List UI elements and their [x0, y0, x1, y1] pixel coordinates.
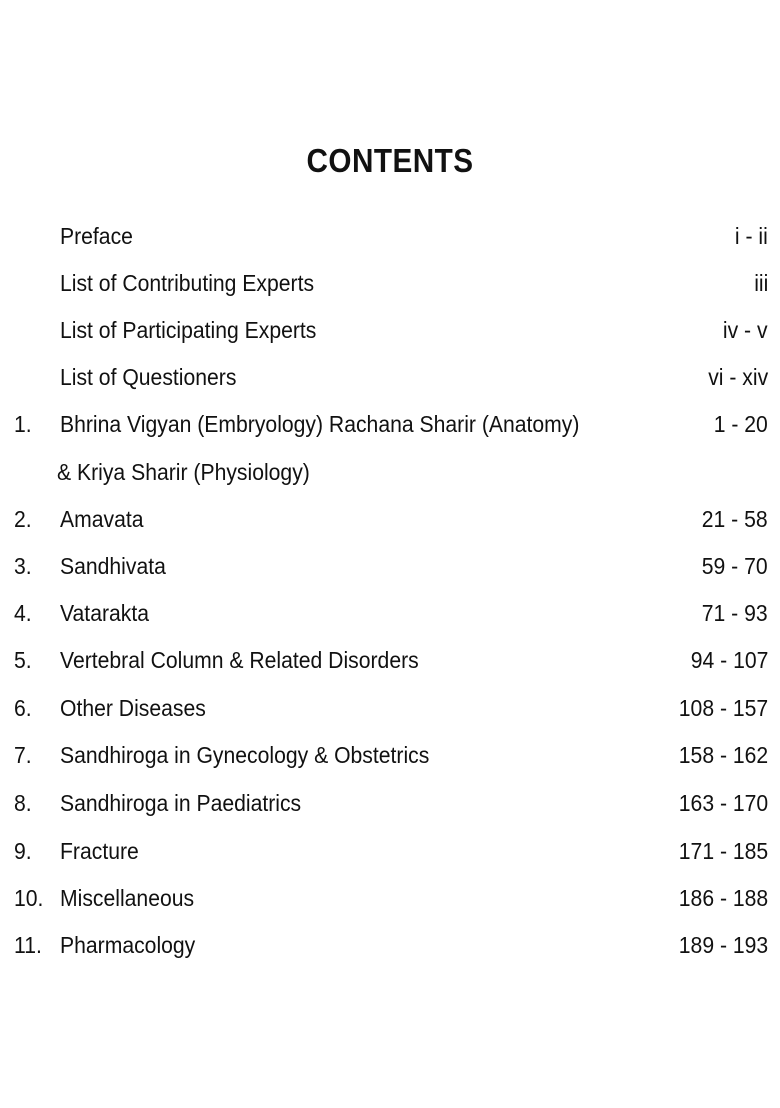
- toc-entry-title: Pharmacology: [60, 932, 196, 958]
- toc-entry-pages: iii: [753, 270, 768, 296]
- toc-entry-pages: 189 - 193: [678, 932, 768, 958]
- toc-entry-title: Other Diseases: [60, 695, 206, 721]
- toc-entry-pages: vi - xiv: [708, 364, 768, 390]
- toc-entry-number: 8.: [14, 790, 32, 816]
- toc-entry: [0, 361, 780, 393]
- toc-entry-pages: 1 - 20: [713, 411, 768, 437]
- toc-entry: [0, 692, 780, 724]
- toc-entry-number: 6.: [14, 695, 32, 721]
- toc-entry: [0, 597, 780, 629]
- toc-entry-pages: 186 - 188: [678, 885, 768, 911]
- toc-entry: [0, 267, 780, 299]
- toc-entry-pages: i - ii: [735, 223, 768, 249]
- toc-entry-number: 5.: [14, 647, 32, 673]
- toc-entry-title: Miscellaneous: [60, 885, 195, 911]
- toc-entry: [0, 739, 780, 771]
- toc-entry-title: Vatarakta: [60, 600, 150, 626]
- toc-entry-pages: 163 - 170: [678, 790, 768, 816]
- toc-entry-number: 2.: [14, 506, 32, 532]
- toc-entry-number: 1.: [14, 411, 32, 437]
- toc-entry-pages: 71 - 93: [702, 600, 768, 626]
- toc-entry: [0, 835, 780, 867]
- toc-entry: [0, 882, 780, 914]
- toc-entry-pages: 94 - 107: [690, 647, 768, 673]
- toc-entry: [0, 929, 780, 961]
- toc-entry-pages: 171 - 185: [678, 838, 768, 864]
- toc-entry: [0, 220, 780, 252]
- toc-entry: [0, 408, 780, 440]
- toc-entry: [0, 787, 780, 819]
- toc-entry-pages: 158 - 162: [678, 742, 768, 768]
- toc-entry-continuation: [0, 456, 780, 488]
- toc-entry-title: Vertebral Column & Related Disorders: [60, 647, 419, 673]
- toc-entry: [0, 550, 780, 582]
- toc-entry-number: 9.: [14, 838, 32, 864]
- toc-entry-number: 7.: [14, 742, 32, 768]
- toc-entry-number: 4.: [14, 600, 32, 626]
- toc-entry-pages: 59 - 70: [702, 553, 768, 579]
- toc-entry-number: 11.: [14, 932, 42, 958]
- toc-entry-pages: 21 - 58: [702, 506, 768, 532]
- toc-entry-title: Fracture: [60, 838, 139, 864]
- toc-entry: [0, 503, 780, 535]
- toc-entry: [0, 314, 780, 346]
- toc-entry-title-continued: & Kriya Sharir (Physiology): [57, 459, 310, 485]
- page-title: CONTENTS: [306, 142, 474, 179]
- toc-entry-title: List of Participating Experts: [60, 317, 317, 343]
- toc-entry-pages: 108 - 157: [678, 695, 768, 721]
- toc-entry-number: 3.: [14, 553, 32, 579]
- toc-entry: [0, 644, 780, 676]
- toc-entry-pages: iv - v: [723, 317, 768, 343]
- toc-entry-title: Sandhiroga in Gynecology & Obstetrics: [60, 742, 430, 768]
- toc-entry-title: Sandhiroga in Paediatrics: [60, 790, 302, 816]
- toc-entry-title: Bhrina Vigyan (Embryology) Rachana Sharir (Anatomy): [60, 411, 580, 437]
- toc-entry-title: Amavata: [60, 506, 144, 532]
- toc-entry-number: 10.: [14, 885, 44, 911]
- toc-entry-title: Sandhivata: [60, 553, 166, 579]
- toc-entry-title: List of Questioners: [60, 364, 237, 390]
- toc-entry-title: Preface: [60, 223, 133, 249]
- toc-entry-title: List of Contributing Experts: [60, 270, 315, 296]
